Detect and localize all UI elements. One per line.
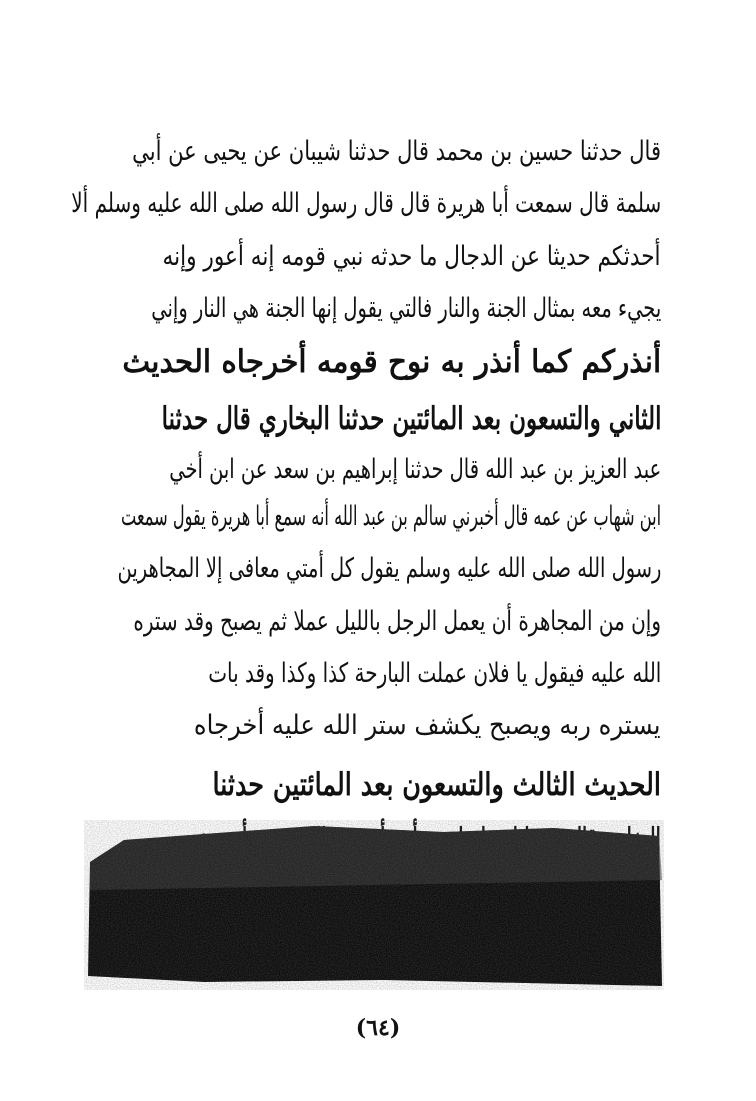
ink-damage-area xyxy=(84,820,664,990)
manuscript-line: ابن شهاب عن عمه قال أخبرني سالم بن عبد الله أنه سمع أبا هريرة يقول سمعت xyxy=(120,501,661,532)
manuscript-line: يجيء معه بمثال الجنة والنار فالتي يقول إنها الجنة هي النار وإني xyxy=(151,293,661,324)
manuscript-line: عبد العزيز بن عبد الله قال حدثنا إبراهيم بن سعد عن ابن أخي xyxy=(169,454,661,485)
manuscript-line: رسول الله صلى الله عليه وسلم يقول كل أمتي معافى إلا المجاهرين xyxy=(117,553,661,584)
manuscript-line: الله عليه فيقول يا فلان عملت البارحة كذا وكذا وقد بات xyxy=(207,658,661,689)
manuscript-line: الحديث الثالث والتسعون بعد المائتين حدثنا xyxy=(212,767,661,803)
manuscript-line: وإن من المجاهرة أن يعمل الرجل بالليل عملا ثم يصبح وقد ستره xyxy=(133,606,661,637)
manuscript-line: سلمة قال سمعت أبا هريرة قال قال رسول الله صلى الله عليه وسلم ألا xyxy=(71,188,661,219)
manuscript-line: أحدثكم حديثا عن الدجال ما حدثه نبي قومه إنه أعور وإنه xyxy=(162,241,661,272)
manuscript-line: أنذركم كما أنذر به نوح قومه أخرجاه الحديث xyxy=(122,344,661,380)
page-number: (٦٤) xyxy=(355,1015,401,1041)
manuscript-line: قال حدثنا حسين بن محمد قال حدثنا شيبان عن يحيى عن أبي xyxy=(132,136,661,167)
manuscript-line: يستره ربه ويصبح يكشف ستر الله عليه أخرجاه xyxy=(194,710,661,741)
manuscript-line: الثاني والتسعون بعد المائتين حدثنا البخاري قال حدثنا xyxy=(161,401,661,437)
